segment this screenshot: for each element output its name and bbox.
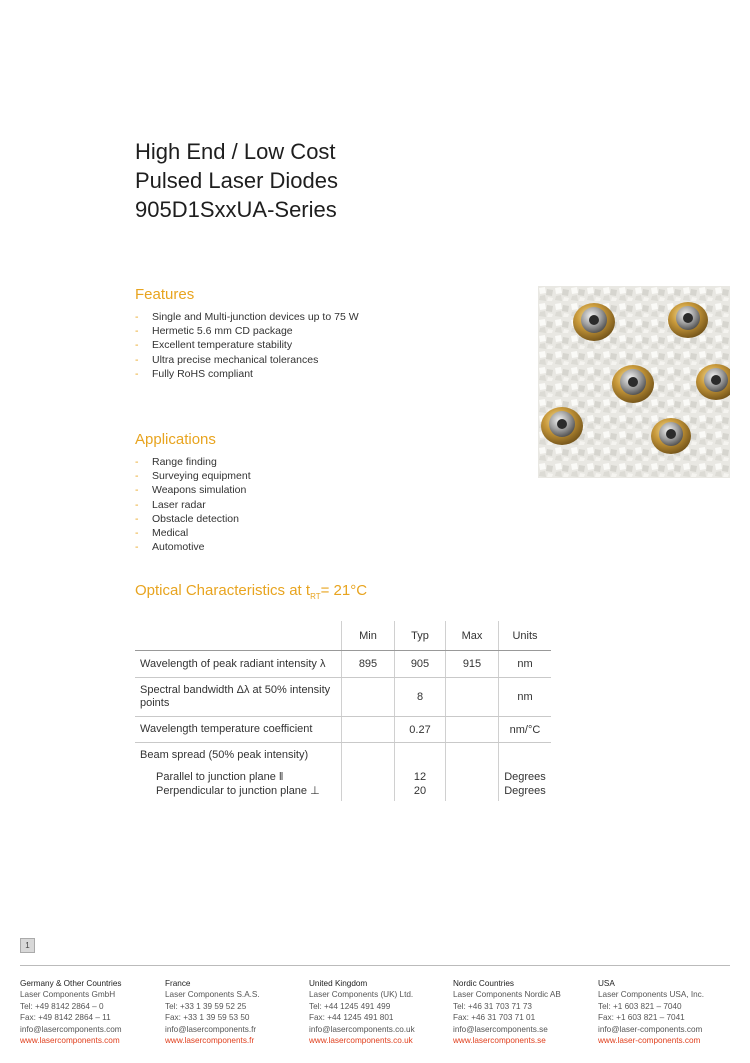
bullet-dash-icon: - xyxy=(135,353,139,366)
applications-list xyxy=(135,455,251,554)
bullet-dash-icon: - xyxy=(135,512,139,525)
perpendicular-unit: Degrees xyxy=(504,785,546,797)
email-link[interactable]: info@laser-components.com xyxy=(598,1024,703,1034)
list-item: - Ultra precise mechanical tolerances xyxy=(135,353,319,366)
contact-germany: Germany & Other Countries Laser Components GmbH Tel: +49 8142 2864 – 0 Fax: +49 8142 2864 – 11 info@lasercomponents.com www.lasercomponents.com xyxy=(20,978,160,1046)
diode-2 xyxy=(668,302,708,338)
features-heading: Features xyxy=(135,286,195,303)
list-item: - Excellent temperature stability xyxy=(135,339,293,352)
parallel-label: Parallel to junction plane ‖ xyxy=(156,771,284,783)
table-row xyxy=(135,743,551,801)
website-link[interactable]: www.lasercomponents.com xyxy=(20,1036,120,1046)
title-line-2: Pulsed Laser Diodes xyxy=(135,168,339,193)
bullet-dash-icon: - xyxy=(135,498,139,511)
col-header-min: Min xyxy=(342,621,395,651)
diode-5 xyxy=(541,407,583,445)
document-title xyxy=(135,137,338,224)
bullet-dash-icon: - xyxy=(135,311,139,323)
features-list xyxy=(135,310,359,381)
bullet-dash-icon: - xyxy=(135,470,139,483)
page-number: 1 xyxy=(20,938,35,953)
email-link[interactable]: info@lasercomponents.com xyxy=(20,1024,122,1034)
bullet-dash-icon: - xyxy=(135,339,139,352)
list-item: - Hermetic 5.6 mm CD package xyxy=(135,325,293,338)
col-header-parameter xyxy=(135,621,342,651)
col-header-max: Max xyxy=(446,621,499,651)
bullet-dash-icon: - xyxy=(135,484,139,497)
laser-diode-photo-illustration xyxy=(538,286,730,478)
parallel-unit: Degrees xyxy=(504,771,546,783)
list-item: - Weapons simulation xyxy=(135,484,247,497)
website-link[interactable]: www.lasercomponents.co.uk xyxy=(309,1036,413,1046)
email-link[interactable]: info@lasercomponents.se xyxy=(453,1024,548,1034)
list-item: - Surveying equipment xyxy=(135,470,251,483)
perpendicular-label: Perpendicular to junction plane ⊥ xyxy=(156,785,320,797)
list-item: - Fully RoHS compliant xyxy=(135,367,253,380)
perpendicular-typ: 20 xyxy=(413,785,427,797)
website-link[interactable]: www.lasercomponents.fr xyxy=(165,1036,255,1046)
bullet-dash-icon: - xyxy=(135,367,139,380)
col-header-typ: Typ xyxy=(395,621,446,651)
beam-spread-label: Beam spread (50% peak intensity) xyxy=(140,749,309,761)
list-item: - Automotive xyxy=(135,541,205,554)
optical-characteristics-heading: Optical Characteristics at $t_{RT}= 21^\circ C$ xyxy=(135,582,368,601)
website-link[interactable]: www.lasercomponents.se xyxy=(453,1036,546,1046)
bullet-dash-icon: - xyxy=(135,527,139,540)
website-link[interactable]: www.laser-components.com xyxy=(598,1036,701,1046)
laser-diode-product-photo xyxy=(538,286,730,478)
parallel-typ: 12 xyxy=(413,771,427,783)
bullet-dash-icon: - xyxy=(135,456,139,468)
title-line-3: 905D1SxxUA-Series xyxy=(135,197,337,222)
list-item: - Laser radar xyxy=(135,498,206,511)
table-header-row xyxy=(135,621,551,651)
contact-usa: USA Laser Components USA, Inc. Tel: +1 603 821 – 7040 Fax: +1 603 821 – 7041 info@laser-components.com www.laser-components.com xyxy=(598,978,738,1046)
footer-divider xyxy=(20,965,730,966)
list-item: - Single and Multi-junction devices up to 75 W xyxy=(135,311,359,323)
applications-heading: Applications xyxy=(135,431,216,448)
optical-characteristics-table xyxy=(135,621,551,801)
table-row: Wavelength of peak radiant intensity λ 895 905 915 nm xyxy=(135,651,551,678)
bullet-dash-icon: - xyxy=(135,325,139,338)
col-header-units: Units xyxy=(499,621,552,651)
table-row: Wavelength temperature coefficient 0.27 nm/°C xyxy=(135,717,551,743)
list-item: - Obstacle detection xyxy=(135,512,239,525)
contact-uk: United Kingdom Laser Components (UK) Ltd. Tel: +44 1245 491 499 Fax: +44 1245 491 801 info@lasercomponents.co.uk www.lasercomponents.co.uk xyxy=(309,978,449,1046)
list-item: - Range finding xyxy=(135,456,217,468)
diode-1 xyxy=(573,303,615,341)
list-item: - Medical xyxy=(135,527,189,540)
diode-6 xyxy=(651,418,691,454)
email-link[interactable]: info@lasercomponents.fr xyxy=(165,1024,257,1034)
email-link[interactable]: info@lasercomponents.co.uk xyxy=(309,1024,415,1034)
table-row: Spectral bandwidth Δλ at 50% intensity points 8 nm xyxy=(135,678,551,717)
contact-nordic: Nordic Countries Laser Components Nordic AB Tel: +46 31 703 71 73 Fax: +46 31 703 71 01 info@lasercomponents.se www.lasercomponents.se xyxy=(453,978,593,1046)
contact-france: France Laser Components S.A.S. Tel: +33 1 39 59 52 25 Fax: +33 1 39 59 53 50 info@lasercomponents.fr www.lasercomponents.fr xyxy=(165,978,305,1046)
diode-3 xyxy=(612,365,654,403)
title-line-1: High End / Low Cost xyxy=(135,139,336,164)
bullet-dash-icon: - xyxy=(135,541,139,554)
